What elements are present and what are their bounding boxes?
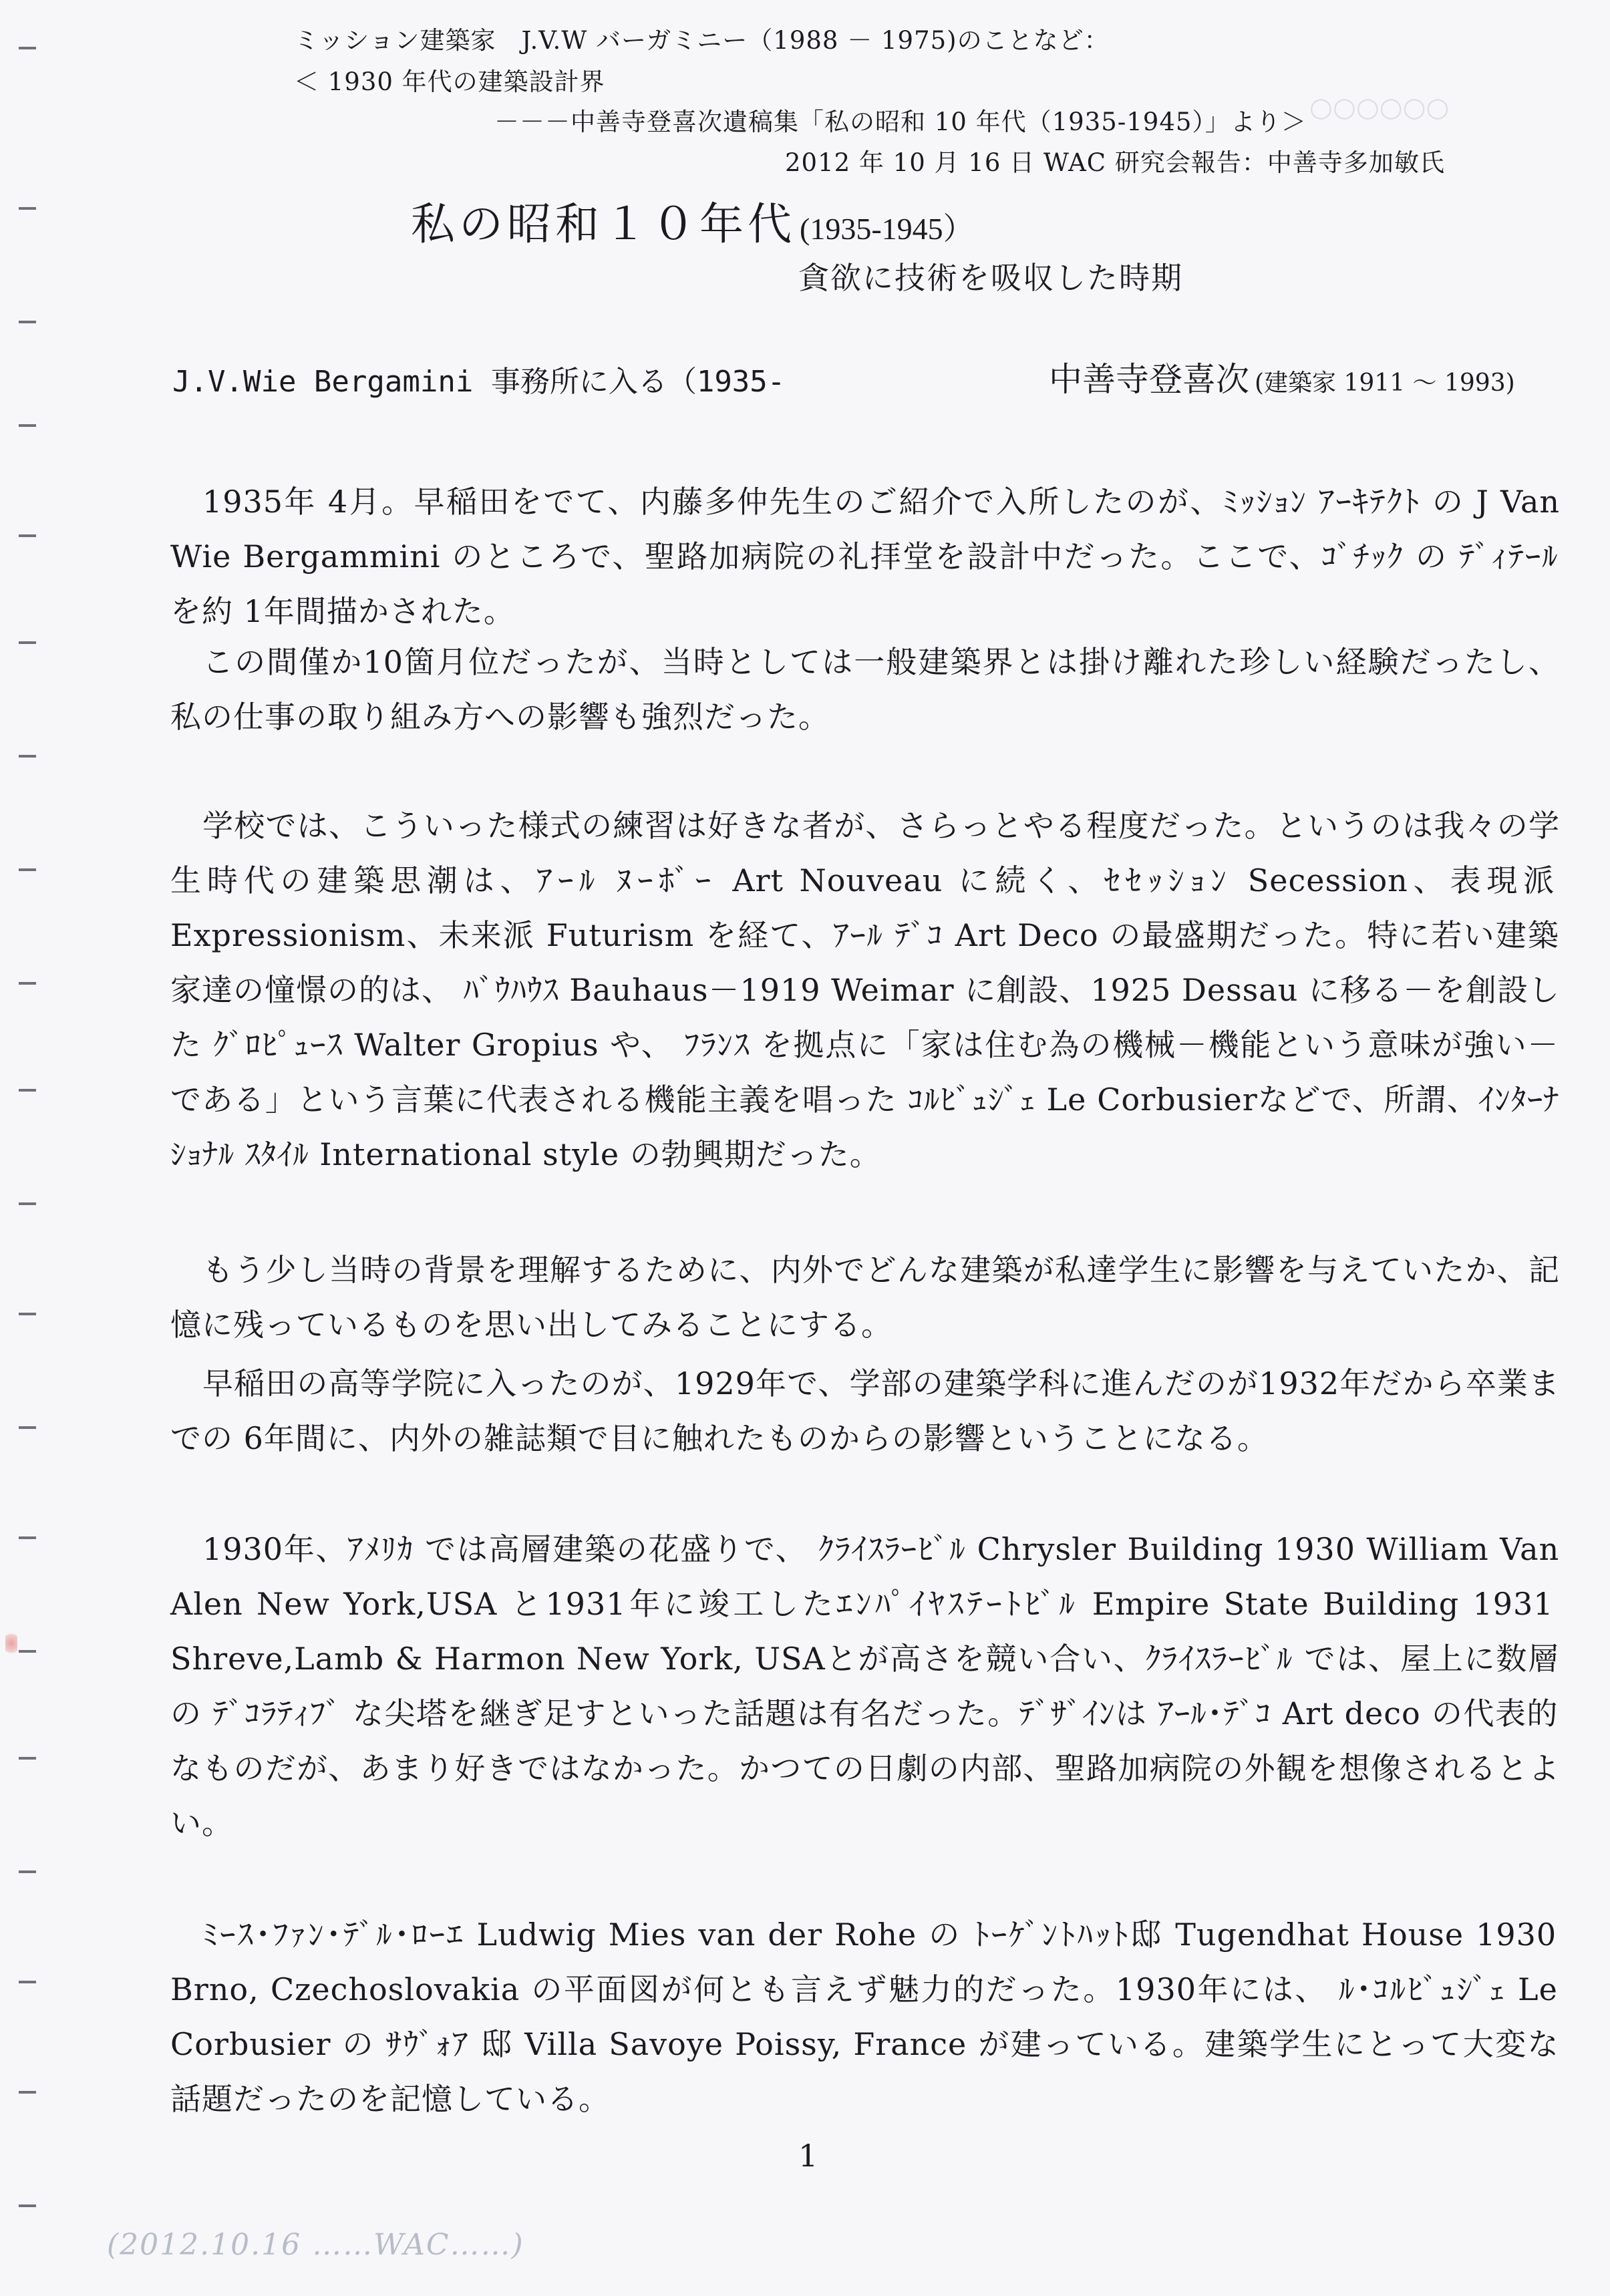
- scan-mark: [19, 321, 36, 323]
- paragraph: 学校では、こういった様式の練習は好きな者が、さらっとやる程度だった。というのは我々の学生時代の建築思潮は、ｱｰﾙ ﾇｰﾎﾞｰ Art Nouveau に続く、ｾｾｯｼｮﾝ Secession、表現派 Expressionism、未来派 Futurism を経て、ｱｰﾙ ﾃﾞｺ Art Deco の最盛期だった。特に若い建築家達の憧憬の的は、 ﾊﾞｳﾊｳｽ Bauhaus－1919 Weimar に創設、1925 Dessau に移る－を創設した ｸﾞﾛﾋﾟｭｰｽ Walter Gropius や、 ﾌﾗﾝｽ を拠点に「家は住む為の機械－機能という意味が強い－である」という言葉に代表される機能主義を唱った ｺﾙﾋﾞｭｼﾞｪ Le Corbusierなどで、所謂、ｲﾝﾀｰﾅｼｮﾅﾙ ｽﾀｲﾙ International style の勃興期だった。: [170, 808, 1560, 1172]
- bleed-through-noise: ○○○○○○: [1309, 92, 1450, 123]
- scan-mark: [19, 1426, 36, 1429]
- paragraph: もう少し当時の背景を理解するために、内外でどんな建築が私達学生に影響を与えていたか、記憶に残っているものを思い出してみることにする。: [170, 1252, 1560, 1343]
- paragraph: この間僅か10箇月位だったが、当時としては一般建築界とは掛け離れた珍しい経験だったし、私の仕事の取り組み方への影響も強烈だった。: [170, 644, 1560, 735]
- handwritten-annotation: (2012.10.16 ……WAC……): [107, 2228, 524, 2262]
- scan-mark: [19, 47, 36, 49]
- scan-mark: [19, 868, 36, 871]
- scan-mark: [19, 1313, 36, 1315]
- scan-mark: [19, 1650, 36, 1653]
- header-line-4: 2012 年 10 月 16 日 WAC 研究会報告：中善寺多加敏氏: [785, 148, 1445, 177]
- scan-mark: [19, 755, 36, 758]
- document-subtitle: 貪欲に技術を吸収した時期: [798, 260, 1183, 296]
- scan-mark: [19, 1870, 36, 1873]
- header-line-2: ＜ 1930 年代の建築設計界: [294, 67, 605, 96]
- scan-mark: [19, 1981, 36, 1983]
- author-byline: [1049, 353, 1515, 401]
- scan-mark: [19, 1202, 36, 1205]
- author-name: 中善寺登喜次: [1049, 360, 1249, 399]
- title-main: 私の昭和１０年代: [411, 200, 796, 249]
- scan-mark: [19, 2091, 36, 2094]
- paragraph: 早稲田の高等学院に入ったのが、1929年で、学部の建築学科に進んだのが1932年だから卒業までの 6年間に、内外の雑誌類で目に触れたものからの影響ということになる。: [170, 1365, 1560, 1456]
- section-heading: J.V.Wie Bergamini 事務所に入る（1935-: [172, 365, 786, 399]
- scan-mark: [19, 982, 36, 985]
- scan-mark: [19, 1536, 36, 1539]
- ink-fleck: [5, 1630, 17, 1657]
- page-number: 1: [798, 2138, 818, 2174]
- scan-mark: [19, 641, 36, 644]
- scan-mark: [19, 424, 36, 427]
- paragraph: ﾐｰｽ･ﾌｧﾝ･ﾃﾞﾙ･ﾛｰｴ Ludwig Mies van der Rohe の ﾄｰｹﾞﾝﾄﾊｯﾄ邸 Tugendhat House 1930 Brno, Czechoslovakia の平面図が何とも言えず魅力的だった。1930年には、 ﾙ･ｺﾙﾋﾞｭｼﾞｪ Le Corbusier の ｻｳﾞｫｱ 邸 Villa Savoye Poissy, France が建っている。建築学生にとって大変な話題だったのを記憶している。: [170, 1917, 1560, 2117]
- paragraph: 1930年、ｱﾒﾘｶ では高層建築の花盛りで、 ｸﾗｲｽﾗｰﾋﾞﾙ Chrysler Building 1930 William Van Alen New York,USA と1931年に竣工したｴﾝﾊﾟｲﾔｽﾃｰﾄﾋﾞﾙ Empire State Building 1931 Shreve,Lamb & Harmon New York, USAとが高さを競い合い、ｸﾗｲｽﾗｰﾋﾞﾙ では、屋上に数層の ﾃﾞｺﾗﾃｨﾌﾞ な尖塔を継ぎ足すといった話題は有名だった。ﾃﾞｻﾞｲﾝは ｱｰﾙ･ﾃﾞｺ Art deco の代表的なものだが、あまり好きではなかった。かつての日劇の内部、聖路加病院の外観を想像されるとよい。: [170, 1531, 1560, 1841]
- header-line-3: －－－中善寺登喜次遺稿集「私の昭和 10 年代（1935-1945）」より＞: [494, 108, 1307, 136]
- paragraph: 1935年 4月。早稲田をでて、内藤多仲先生のご紹介で入所したのが、ﾐｯｼｮﾝ ｱｰｷﾃｸﾄ の J Van Wie Bergammini のところで、聖路加病院の礼拝堂を設計中だった。ここで、ｺﾞﾁｯｸ の ﾃﾞｨﾃｰﾙ を約 1年間描かされた。: [170, 484, 1560, 629]
- scan-mark: [19, 1757, 36, 1760]
- document-title: [411, 188, 974, 252]
- scan-mark: [19, 1089, 36, 1092]
- scan-mark: [19, 207, 36, 210]
- scan-mark: [19, 534, 36, 537]
- header-line-1: ミッション建築家 J.V.W バーガミニー（1988 － 1975)のことなど：: [294, 26, 1110, 55]
- scan-mark: [19, 2204, 36, 2207]
- author-dates: (建築家 1911 ～ 1993): [1255, 369, 1515, 397]
- title-years: (1935-1945）: [800, 212, 974, 246]
